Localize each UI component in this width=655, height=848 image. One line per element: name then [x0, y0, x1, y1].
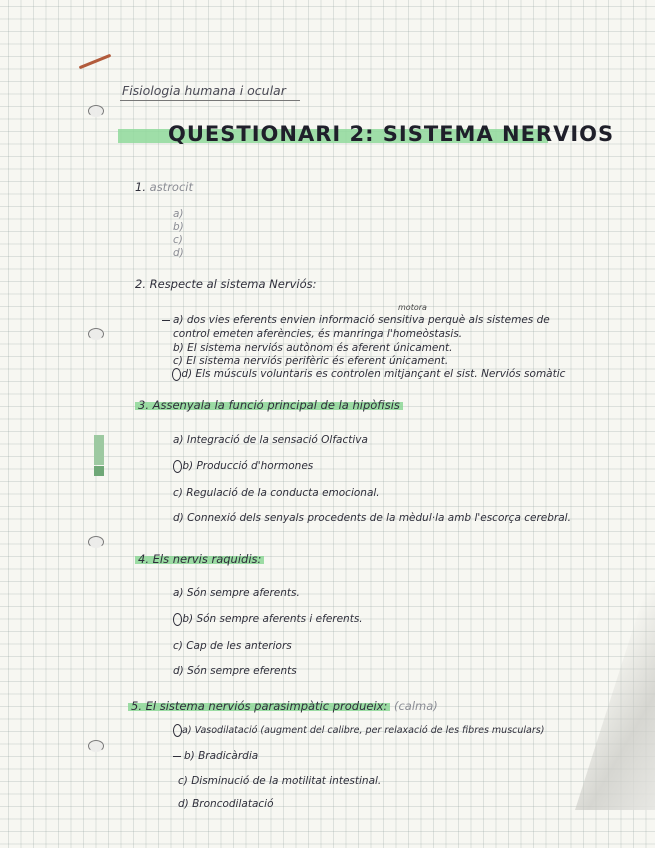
answer-circle: [173, 460, 182, 473]
question-3-option-b: b) Producció d'hormones: [173, 460, 313, 473]
question-4: 4. Els nervis raquidis:: [135, 552, 264, 566]
question-1-option-a: a): [173, 208, 184, 220]
question-5-option-b: b) Bradicàrdia: [173, 750, 258, 762]
binder-hole-2: [88, 328, 104, 340]
question-5-option-a: a) Vasodilatació (augment del calibre, per relaxació de les fibres musculars): [173, 724, 544, 737]
question-5-aside: (calma): [394, 699, 438, 713]
subject-heading: Fisiologia humana i ocular: [122, 83, 286, 98]
question-4-option-c: c) Cap de les anteriors: [173, 640, 292, 652]
question-5-option-d: d) Broncodilatació: [178, 798, 274, 810]
question-5-option-c: c) Disminució de la motilitat intestinal.: [178, 775, 382, 787]
question-3: 3. Assenyala la funció principal de la hipòfisis: [135, 398, 403, 412]
question-1-text: astrocit: [149, 180, 193, 194]
question-1-number: 1.: [135, 180, 146, 194]
question-3-option-c: c) Regulació de la conducta emocional.: [173, 487, 380, 499]
page-marker-tab-small: [94, 466, 104, 476]
answer-circle: [173, 724, 182, 737]
page-title: QUESTIONARI 2: SISTEMA NERVIOS: [168, 122, 615, 146]
question-2-line-c: c) El sistema nerviós perifèric és eferent únicament.: [173, 355, 449, 367]
answer-circle: [173, 613, 182, 626]
subject-underline: [120, 100, 300, 101]
question-1: [135, 180, 193, 194]
question-1-option-b: b): [173, 221, 184, 233]
binder-hole-1: [88, 105, 104, 117]
binder-hole-4: [88, 740, 104, 752]
pen-mark: [79, 54, 112, 70]
question-3-option-a: a) Integració de la sensació Olfactiva: [173, 434, 368, 446]
question-4-option-b: b) Són sempre aferents i eferents.: [173, 613, 363, 626]
page-marker-tab: [94, 435, 104, 465]
question-2: 2. Respecte al sistema Nerviós:: [135, 277, 317, 291]
question-4-option-a: a) Són sempre aferents.: [173, 587, 300, 599]
answer-circle: [172, 368, 181, 381]
question-2-line-a-cont: control emeten aferències, és manringa l'homeòstasis.: [173, 328, 463, 340]
question-5: 5. El sistema nerviós parasimpàtic produeix: (calma): [128, 699, 438, 713]
question-3-option-d: d) Connexió dels senyals procedents de la mèdul·la amb l'escorça cerebral.: [173, 512, 571, 524]
question-2-line-a: a) dos vies eferents envien informació sensitiva perquè als sistemes de: [162, 314, 550, 326]
question-2-note: motora: [398, 303, 427, 312]
question-2-line-b: b) El sistema nerviós autònom és aferent únicament.: [173, 342, 453, 354]
question-4-option-d: d) Són sempre eferents: [173, 665, 297, 677]
question-1-option-c: c): [173, 234, 183, 246]
question-1-option-d: d): [173, 247, 184, 259]
question-2-line-d: d) Els músculs voluntaris es controlen mitjançant el sist. Nerviós somàtic: [172, 368, 565, 381]
binder-hole-3: [88, 536, 104, 548]
